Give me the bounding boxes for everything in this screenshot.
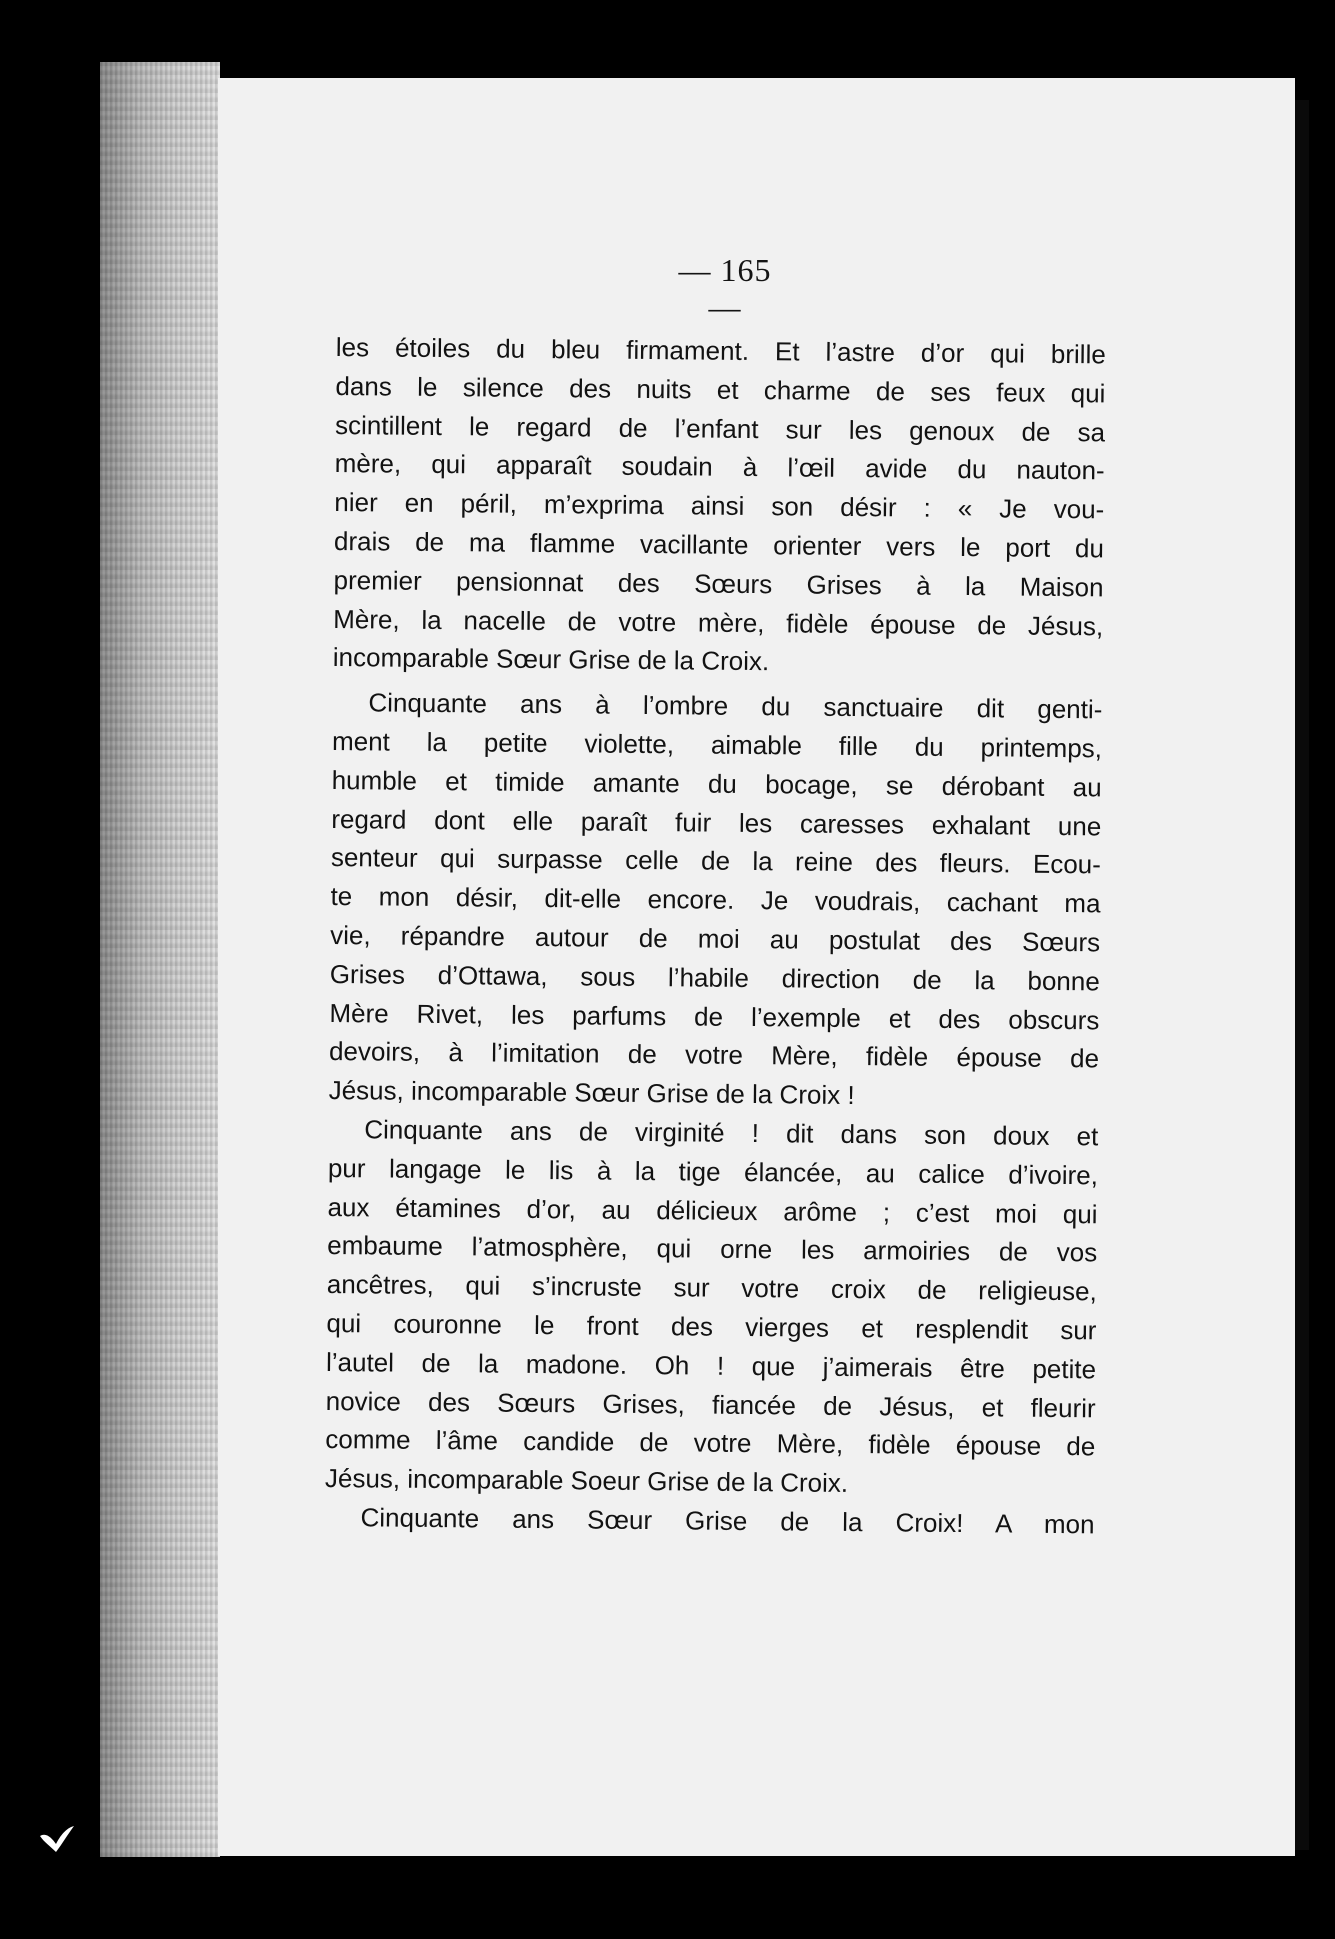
text-line: Cinquante ans de virginité ! dit dans son doux et: [364, 1114, 1099, 1152]
text-line: devoirs, à l’imitation de votre Mère, fidèle épouse de: [328, 1036, 1100, 1074]
text-line: aux étamines d’or, au délicieux arôme ; c’est moi qui: [327, 1191, 1098, 1229]
text-line: Grises d’Ottawa, sous l’habile direction de la bonne: [329, 958, 1100, 997]
text-line: humble et timide amante du bocage, se dérobant au: [331, 764, 1102, 803]
text-line: ancêtres, qui s’incruste sur votre croix de religieuse,: [326, 1269, 1097, 1307]
paragraph: [324, 1498, 1094, 1544]
text-line: qui couronne le front des vierges et resplendit sur: [326, 1307, 1097, 1346]
text-line: les étoiles du bleu firmament. Et l’astre d’or qui brille: [335, 331, 1106, 370]
text-line: vie, répandre autour de moi au postulat des Sœurs: [330, 919, 1101, 958]
text-line: Jésus, incomparable Soeur Grise de la Croix.: [324, 1463, 849, 1499]
text-line: scintillent le regard de l’enfant sur les genoux de sa: [334, 409, 1106, 447]
text-line: novice des Sœurs Grises, fiancée de Jésus, et fleurir: [325, 1385, 1096, 1423]
text-line: Mère Rivet, les parfums de l’exemple et des obscurs: [329, 997, 1100, 1035]
text-line: Mère, la nacelle de votre mère, fidèle épouse de Jésus,: [333, 603, 1104, 641]
paragraph: [333, 328, 1106, 685]
text-line: senteur qui surpasse celle de la reine des fleurs. Ecou-: [330, 842, 1102, 880]
scan-mark-icon: [36, 1822, 76, 1856]
text-line: l’autel de la madone. Oh ! que j’aimerais être petite: [325, 1346, 1097, 1385]
paragraph: [328, 683, 1102, 1117]
page-number: — 165 —: [678, 252, 772, 325]
paragraph: [325, 1110, 1099, 1505]
page-body-text: [324, 328, 1106, 1544]
text-line: regard dont elle paraît fuir les caresses exhalant une: [331, 803, 1102, 841]
text-line: nier en péril, m’exprima ainsi son désir : « Je vou-: [334, 487, 1105, 525]
text-line: pur langage le lis à la tige élancée, au calice d’ivoire,: [327, 1152, 1099, 1191]
page-right-edge-shadow: [1295, 100, 1309, 1850]
text-line: embaume l’atmosphère, qui orne les armoiries de vos: [327, 1230, 1098, 1268]
text-line: Cinquante ans à l’ombre du sanctuaire dit genti-: [368, 687, 1103, 725]
book-binding-gutter: [100, 62, 220, 1857]
text-line: ment la petite violette, aimable fille du printemps,: [331, 725, 1103, 764]
text-line: Cinquante ans Sœur Grise de la Croix! A mon: [360, 1502, 1095, 1540]
text-line: premier pensionnat des Sœurs Grises à la Maison: [333, 564, 1104, 603]
text-line: Jésus, incomparable Sœur Grise de la Croix !: [328, 1075, 855, 1111]
text-line: comme l’âme candide de votre Mère, fidèle épouse de: [325, 1424, 1096, 1462]
text-line: incomparable Sœur Grise de la Croix.: [332, 642, 770, 677]
text-line: mère, qui apparaît soudain à l’œil avide du nauton-: [334, 448, 1105, 486]
text-line: dans le silence des nuits et charme de ses feux qui: [335, 370, 1106, 409]
text-line: drais de ma flamme vacillante orienter vers le port du: [333, 525, 1105, 564]
text-line: te mon désir, dit-elle encore. Je voudrais, cachant ma: [330, 881, 1101, 919]
